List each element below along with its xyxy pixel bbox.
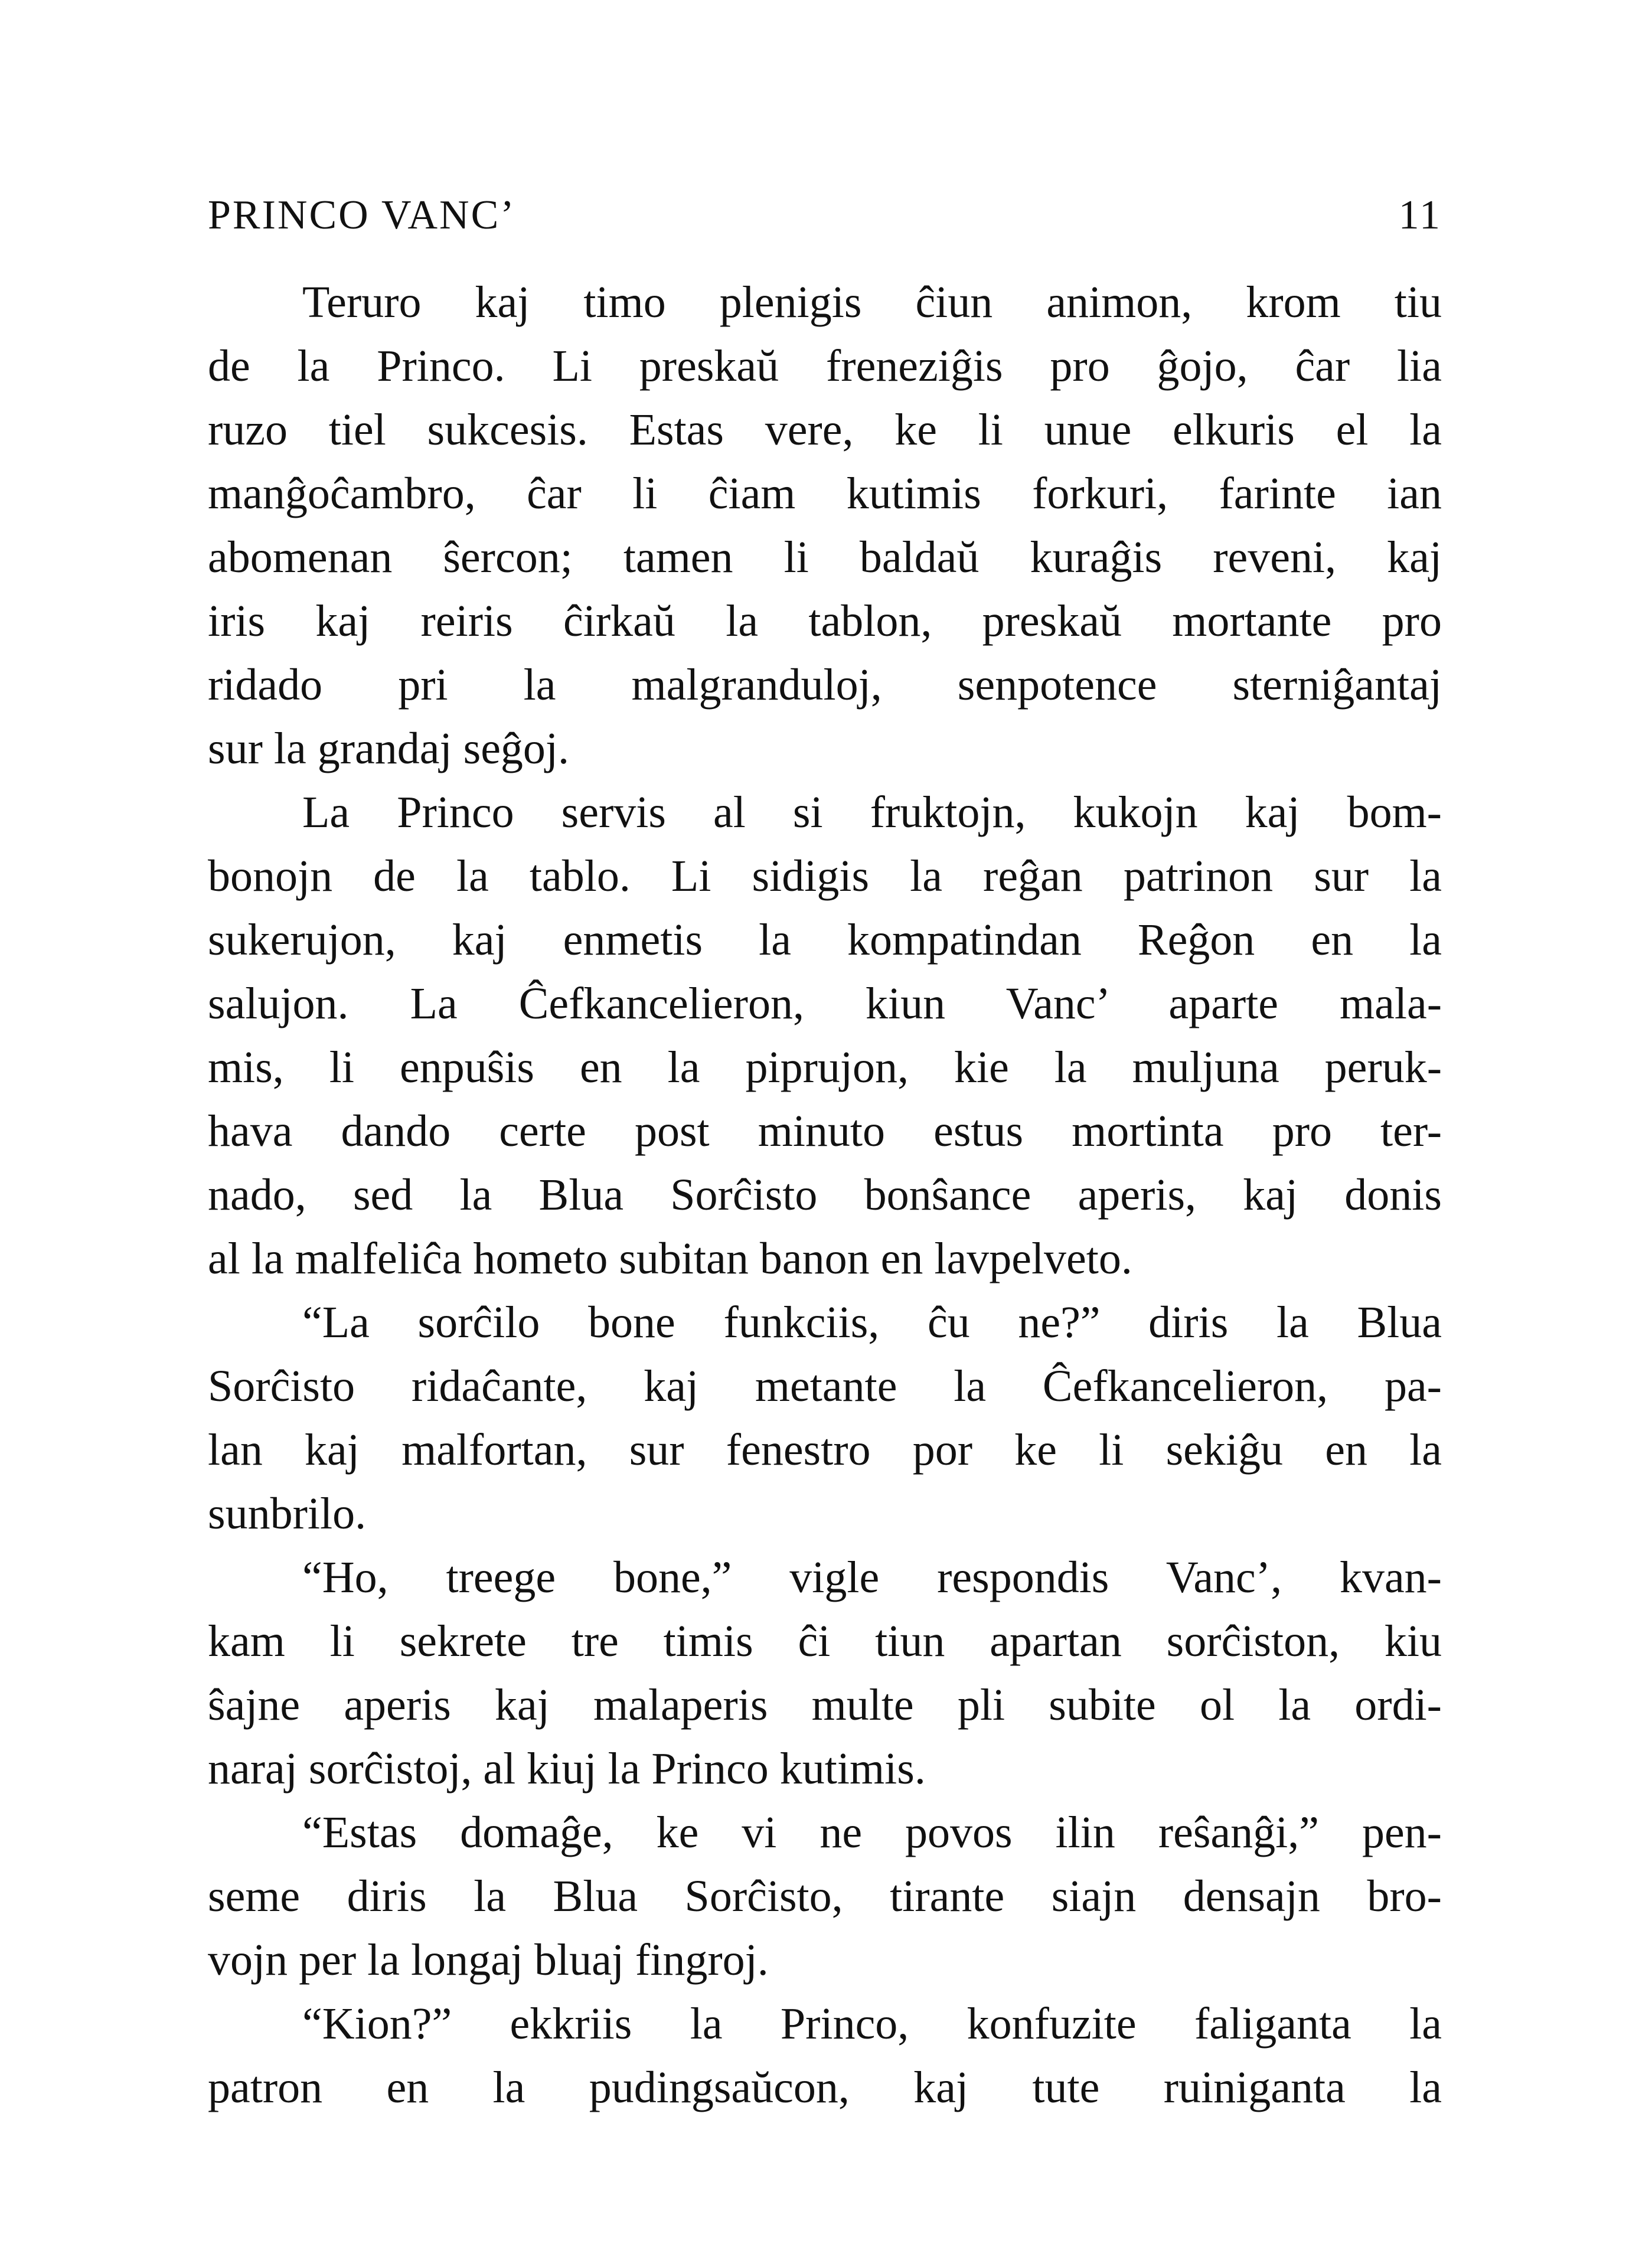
text-line: al la malfeliĉa hometo subitan banon en lavpelveto. — [208, 1234, 1132, 1283]
text-line: lan kaj malfortan, sur fenestro por ke li sekiĝu en la — [208, 1425, 1442, 1475]
text-line: seme diris la Blua Sorĉisto, tirante siajn densajn bro- — [208, 1871, 1442, 1921]
text-line: “Ho, treege bone,” vigle respondis Vanc’, kvan- — [302, 1553, 1442, 1602]
text-line: nado, sed la Blua Sorĉisto bonŝance aperis, kaj donis — [208, 1170, 1442, 1220]
text-line: “La sorĉilo bone funkciis, ĉu ne?” diris la Blua — [302, 1298, 1442, 1347]
text-line: “Estas domaĝe, ke vi ne povos ilin reŝanĝi,” pen- — [302, 1808, 1442, 1857]
page-number: 11 — [1398, 192, 1442, 238]
text-line: abomenan ŝercon; tamen li baldaŭ kuraĝis reveni, kaj — [208, 533, 1442, 582]
text-line: sur la grandaj seĝoj. — [208, 724, 570, 773]
text-line: ridado pri la malgranduloj, senpotence sterniĝantaj — [208, 660, 1442, 710]
running-head — [208, 189, 1442, 242]
text-line: vojn per la longaj bluaj fingroj. — [208, 1935, 769, 1985]
text-line: Teruro kaj timo plenigis ĉiun animon, krom tiu — [302, 277, 1442, 327]
text-line: “Kion?” ekkriis la Princo, konfuzite faliganta la — [302, 1999, 1442, 2049]
text-line: mis, li enpuŝis en la piprujon, kie la muljuna peruk- — [208, 1043, 1442, 1092]
text-line: sukerujon, kaj enmetis la kompatindan Reĝon en la — [208, 915, 1442, 965]
text-line: sunbrilo. — [208, 1489, 367, 1538]
text-line: ruzo tiel sukcesis. Estas vere, ke li unue elkuris el la — [208, 405, 1442, 455]
text-line: manĝoĉambro, ĉar li ĉiam kutimis forkuri, farinte ian — [208, 469, 1442, 518]
text-line: naraj sorĉistoj, al kiuj la Princo kutimis. — [208, 1744, 926, 1794]
text-line: La Princo servis al si fruktojn, kukojn kaj bom- — [302, 788, 1442, 837]
text-line: kam li sekrete tre timis ĉi tiun apartan sorĉiston, kiu — [208, 1616, 1442, 1666]
text-line: de la Princo. Li preskaŭ freneziĝis pro ĝojo, ĉar lia — [208, 341, 1442, 391]
text-line: salujon. La Ĉefkancelieron, kiun Vanc’ aparte mala- — [208, 979, 1442, 1028]
text-line: patron en la pudingsaŭcon, kaj tute ruiniganta la — [208, 2063, 1442, 2112]
text-line: hava dando certe post minuto estus mortinta pro ter- — [208, 1106, 1442, 1156]
text-line: bonojn de la tablo. Li sidigis la reĝan patrinon sur la — [208, 851, 1442, 901]
body-text — [208, 270, 1442, 2119]
text-line: Sorĉisto ridaĉante, kaj metante la Ĉefkancelieron, pa- — [208, 1361, 1442, 1411]
text-line: iris kaj reiris ĉirkaŭ la tablon, preskaŭ mortante pro — [208, 596, 1442, 646]
running-head-title: PRINCO VANC’ — [208, 192, 516, 238]
text-line: ŝajne aperis kaj malaperis multe pli subite ol la ordi- — [208, 1680, 1442, 1730]
